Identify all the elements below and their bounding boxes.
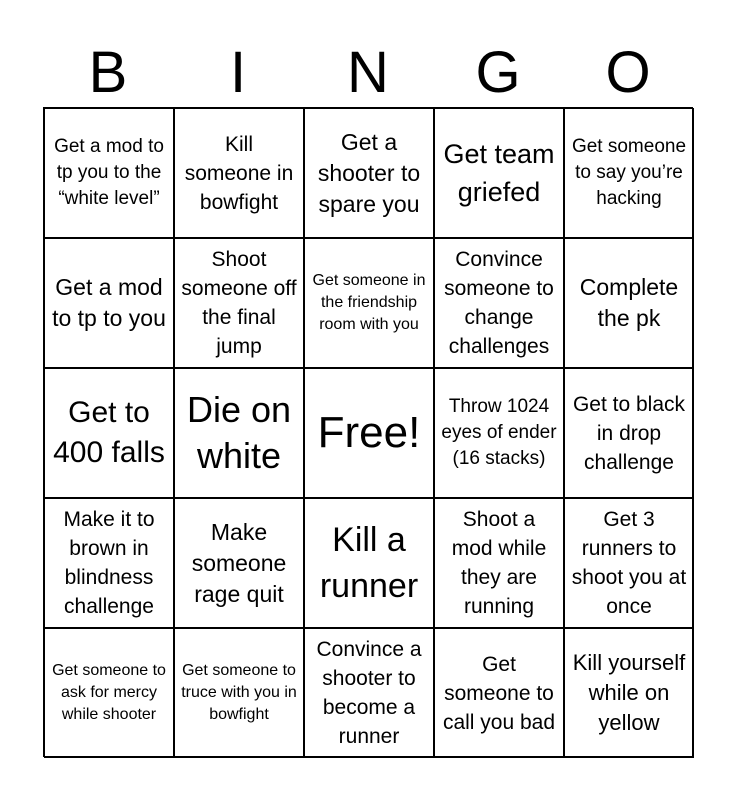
bingo-cell[interactable]: Make someone rage quit <box>174 498 304 628</box>
header-letter-g: G <box>475 40 521 105</box>
header-letter-b: B <box>88 40 128 105</box>
bingo-grid <box>43 107 693 757</box>
bingo-cell[interactable]: Kill yourself while on yellow <box>564 628 694 758</box>
bingo-cell[interactable]: Get to black in drop challenge <box>564 368 694 498</box>
header-letter-i: I <box>229 40 247 105</box>
header-letter-n: N <box>347 40 389 105</box>
bingo-cell[interactable]: Shoot someone off the final jump <box>174 238 304 368</box>
bingo-cell[interactable]: Get 3 runners to shoot you at once <box>564 498 694 628</box>
bingo-cell[interactable]: Get someone to say you’re hacking <box>564 108 694 238</box>
bingo-cell[interactable]: Convince a shooter to become a runner <box>304 628 434 758</box>
bingo-header <box>43 40 693 106</box>
bingo-cell[interactable]: Get someone to ask for mercy while shooter <box>44 628 174 758</box>
bingo-cell[interactable]: Kill a runner <box>304 498 434 628</box>
bingo-cell[interactable]: Get someone to call you bad <box>434 628 564 758</box>
bingo-cell[interactable]: Make it to brown in blindness challenge <box>44 498 174 628</box>
bingo-cell[interactable]: Get someone in the friendship room with you <box>304 238 434 368</box>
bingo-cell[interactable]: Get a mod to tp you to the “white level” <box>44 108 174 238</box>
header-letter-o: O <box>605 40 651 105</box>
bingo-cell[interactable]: Convince someone to change challenges <box>434 238 564 368</box>
bingo-cell[interactable]: Get someone to truce with you in bowfight <box>174 628 304 758</box>
bingo-cell[interactable]: Get to 400 falls <box>44 368 174 498</box>
bingo-cell[interactable]: Shoot a mod while they are running <box>434 498 564 628</box>
bingo-cell[interactable]: Kill someone in bowfight <box>174 108 304 238</box>
bingo-cell-free[interactable]: Free! <box>304 368 434 498</box>
bingo-cell[interactable]: Throw 1024 eyes of ender (16 stacks) <box>434 368 564 498</box>
bingo-cell[interactable]: Get a mod to tp to you <box>44 238 174 368</box>
bingo-cell[interactable]: Complete the pk <box>564 238 694 368</box>
bingo-cell[interactable]: Get a shooter to spare you <box>304 108 434 238</box>
bingo-cell[interactable]: Get team griefed <box>434 108 564 238</box>
bingo-cell[interactable]: Die on white <box>174 368 304 498</box>
